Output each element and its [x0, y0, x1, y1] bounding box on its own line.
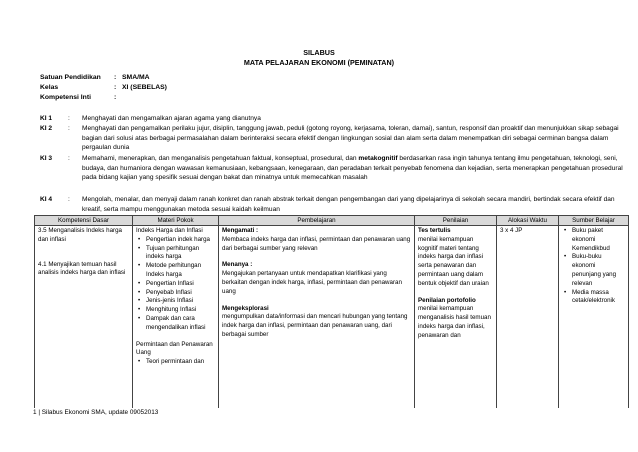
list-item: • Dampak dan cara mengendalikan inflasi [146, 315, 215, 333]
ki-text: Menghayati dan pengamalkan perilaku jujur, disiplin, tanggung jawab, peduli (gotong royong, kerjasama, toleran, damai), santun, responsif dan proaktif dan menunjukkan sikap sebagai bagian dari solusi atas berbagai permasalahan dalam berinteraksi secara efektif dengan lingkungan sosial dan alam serta dalam menempatkan diri sebagai cerminan bangsa dalam pergaulan dunia [82, 125, 619, 152]
materi-title-2: Permintaan dan Penawaran Uang [136, 340, 213, 357]
list-item: • Buku paket ekonomi Kemendikbud [572, 227, 625, 253]
col-header-alokasi-waktu: Alokasi Waktu [497, 216, 559, 226]
cell-pembelajaran [219, 226, 415, 409]
list-item: • Jenis-jenis Inflasi [146, 297, 215, 306]
ki-text: Memahami, menerapkan, dan menganalisis pengetahuan faktual, konseptual, prosedural, dan metakognitif berdasarkan rasa ingin tahunya tentang ilmu pengetahuan, teknologi, seni, budaya, dan humaniora dengan wawasan kemanusiaan, kebangsaan, kenegaraan, dan peradaban terkait penyebab fenomena dan kejadian, serta menerapkan pengetahuan prosedural pada bidang kajian yang spesifik sesuai dengan bakat dan minatnya untuk memecahkan masalah [82, 155, 623, 182]
col-header-penilaian: Penilaian [415, 216, 497, 226]
cell-penilaian [415, 226, 497, 409]
penilaian-head: Tes tertulis [418, 227, 451, 234]
ki-code: KI 3 [40, 155, 53, 162]
penilaian-text: menilai kemampuan menganalisis hasil temuan indeks harga dan inflasi, penawaran dan [418, 305, 491, 339]
pembelajaran-head: Mengamati : [222, 227, 259, 234]
ki-text: Menghayati dan mengamalkan ajaran agama yang dianutnya [82, 115, 261, 122]
meta-row-satuan: Satuan Pendidikan : SMA/MA [40, 74, 150, 81]
list-item: • Media massa cetak/elektronik [572, 289, 625, 307]
materi-title: Indeks Harga dan Inflasi [136, 227, 203, 234]
list-item: • Teori permintaan dan [146, 358, 215, 367]
kd-item: 3.5 Menganalisis Indeks harga dan inflasi [38, 227, 122, 243]
meta-row-kelas: Kelas : XI (SEBELAS) [40, 84, 167, 91]
page-footer: 1 | Silabus Ekonomi SMA, update 09052013 [33, 409, 159, 416]
document-subtitle: MATA PELAJARAN EKONOMI (PEMINATAN) [243, 58, 395, 67]
meta-row-kompetensi-inti: Kompetensi Inti : [40, 94, 117, 101]
document-page: SILABUS MATA PELAJARAN EKONOMI (PEMINATAN) Satuan Pendidikan : SMA/MA Kelas : XI (SEBELAS) Kompetensi Inti : KI 1 : Menghayati dan mengamalkan ajaran agama yang dianutnya KI 2 : Menghayati dan pengamalkan perilaku jujur, disiplin, tanggung jawab, peduli (gotong royong, kerjasama, toleran, damai), santun, responsif dan proaktif dan menunjukkan sikap sebagai bagian dari solusi atas berbagai permasalahan dalam berinteraksi secara efektif dengan lingkungan sosial dan alam serta dalam menempatkan diri sebagai cerminan bangsa dalam pergaulan dunia KI 3 : Memahami, menerapkan, dan menganalisis pengetahuan faktual, konseptual, prosedural, dan metakognitif berdasarkan rasa ingin tahunya tentang ilmu pengetahuan, teknologi, seni, budaya, dan humaniora dengan wawasan kemanusiaan, kebangsaan, kenegaraan, dan peradaban terkait penyebab fenomena dan kejadian, serta menerapkan pengetahuan prosedural pada bidang kajian yang spesifik sesuai dengan bakat dan minatnya untuk memecahkan masalah KI 4 : Mengolah, menalar, dan menyaji dalam ranah konkret dan ranah abstrak terkait dengan pengembangan dari yang dipelajarinya di sekolah secara mandiri, bertindak secara efektif dan kreatif, serta mampu menggunakan metoda sesuai kaidah keilmuan Kompetensi Dasar Materi Pokok Pembelajaran Penilaian Alokasi Waktu Sumber Belajar 3.5 Menganalisis Indeks harga dan inflasi 4.1 Menyajikan temuan hasil analisis indeks harga dan inflasi Indeks Harga dan Inflasi • Pengertian indek harga • Tujuan perhitungan indeks harga • Metode perhitungan Indeks harga • Pengertian Inflasi • Penyebab Inflasi • Jenis-jenis Inflasi • Menghitung Inflasi • Dampak dan cara mengendalikan inflasi Permintaan dan Penawaran Uang • Teori permintaan dan Mengamati : Membaca indeks harga dan inflasi, permintaan dan penawaran uang dari berbagai sumber yang relevan Menanya : Mengajukan pertanyaan untuk mendapatkan klarifikasi yang berkaitan dengan indek harga, inflasi, permintaan dan penawaran uang Mengeksplorasi mengumpulkan data/informasi dan mencari hubungan yang tentang indek harga dan inflasi, permintaan dan penawaran uang, dari berbagai sumber Tes tertulis menilai kemampuan kognitif materi tentang indeks harga dan inflasi serta penawaran dan permintaan uang dalam bentuk objektif dan uraian Penilaian portofolio menilai kemampuan menganalisis hasil temuan indeks harga dan inflasi, penawaran dan 3 x 4 JP • Buku paket ekonomi Kemendikbud • Buku-buku ekonomi penunjang yang relevan • Media massa cetak/elektronik 1 | Silabus Ekonomi SMA, update 09052013 [0, 0, 638, 452]
materi-list [136, 236, 215, 333]
ki-text: Mengolah, menalar, dan menyaji dalam ranah konkret dan ranah abstrak terkait dengan pengembangan dari yang dipelajarinya di sekolah secara mandiri, bertindak secara efektif dan kreatif, serta mampu menggunakan metoda sesuai kaidah keilmuan [82, 196, 615, 213]
meta-key: Satuan Pendidikan [40, 74, 101, 81]
sumber-list [562, 227, 625, 306]
cell-alokasi-waktu: 3 x 4 JP [497, 226, 559, 409]
footer-text: Silabus Ekonomi SMA, update 09052013 [41, 409, 159, 416]
list-item: • Tujuan perhitungan indeks harga [146, 245, 215, 263]
list-item: • Pengertian indek harga [146, 236, 215, 245]
meta-value: SMA/MA [122, 74, 150, 81]
table-row [35, 226, 629, 409]
kd-item: 4.1 Menyajikan temuan hasil analisis indeks harga dan inflasi [38, 260, 126, 277]
pembelajaran-head: Mengeksplorasi [222, 304, 269, 312]
col-header-materi-pokok: Materi Pokok [133, 216, 219, 226]
pembelajaran-text: mengumpulkan data/informasi dan mencari hubungan yang tentang indek harga dan inflasi, permintaan dan penawaran uang, dari berbagai sumber [222, 313, 408, 338]
ki-code: KI 2 [40, 125, 53, 132]
page-number: 1 [33, 409, 37, 416]
materi-list-2 [136, 358, 215, 367]
table-header-row [35, 216, 629, 226]
list-item: • Penyebab Inflasi [146, 289, 215, 298]
col-header-pembelajaran: Pembelajaran [219, 216, 415, 226]
list-item: • Metode perhitungan Indeks harga [146, 262, 215, 280]
penilaian-head: Penilaian portofolio [418, 296, 476, 304]
cell-kompetensi-dasar [35, 226, 133, 409]
silabus-table [34, 215, 629, 408]
pembelajaran-head: Menanya : [222, 261, 253, 269]
cell-sumber-belajar [559, 226, 629, 409]
ki-code: KI 4 [40, 196, 53, 203]
cell-materi-pokok [133, 226, 219, 409]
col-header-kompetensi-dasar: Kompetensi Dasar [35, 216, 133, 226]
ki-code: KI 1 [40, 115, 53, 122]
meta-key: Kompetensi Inti [40, 94, 91, 101]
list-item: • Menghitung Inflasi [146, 306, 215, 315]
col-header-sumber-belajar: Sumber Belajar [559, 216, 629, 226]
meta-value: XI (SEBELAS) [122, 84, 167, 91]
meta-key: Kelas [40, 84, 59, 91]
list-item: • Pengertian Inflasi [146, 280, 215, 289]
list-item: • Buku-buku ekonomi penunjang yang relevan [572, 253, 625, 288]
ki-bold-term: metakognitif [358, 155, 398, 162]
document-title: SILABUS [303, 48, 335, 57]
pembelajaran-text: Membaca indeks harga dan inflasi, permintaan dan penawaran uang dari berbagai sumber yang relevan [222, 235, 411, 252]
penilaian-text: menilai kemampuan kognitif materi tentang indeks harga dan inflasi serta penawaran dan permintaan uang dalam bentuk objektif dan uraian [418, 235, 489, 287]
pembelajaran-text: Mengajukan pertanyaan untuk mendapatkan klarifikasi yang berkaitan dengan indek harga, inflasi, permintaan dan penawaran uang [222, 270, 402, 295]
